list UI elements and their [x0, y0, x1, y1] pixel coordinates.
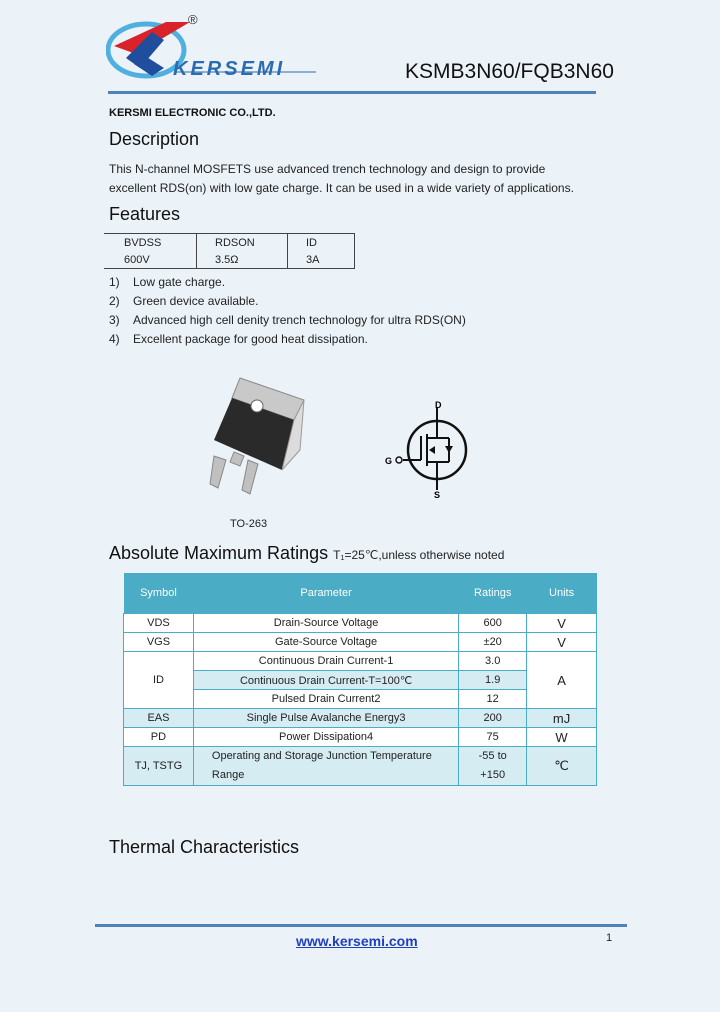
unit-cell: W — [527, 728, 597, 747]
unit-cell: V — [527, 614, 597, 633]
package-label: TO-263 — [230, 518, 268, 530]
to263-package-image — [200, 370, 315, 500]
table-row — [124, 728, 597, 747]
parameter-cell: Single Pulse Avalanche Energy3 — [193, 709, 458, 728]
features-table — [104, 233, 355, 269]
source-pin-label: S — [434, 490, 441, 500]
part-number: KSMB3N60/FQB3N60 — [405, 60, 614, 83]
table-row — [124, 633, 597, 652]
parameter-cell: Operating and Storage Junction Temperature Range — [193, 747, 458, 786]
company-name: KERSMI ELECTRONIC CO.,LTD. — [109, 107, 276, 119]
symbol-cell: VGS — [124, 633, 194, 652]
description-line-1: This N-channel MOSFETS use advanced trench technology and design to provide — [109, 162, 546, 176]
ratings-header-row — [124, 573, 597, 614]
table-row — [124, 747, 597, 786]
features-heading: Features — [109, 204, 181, 224]
parameter-cell: Pulsed Drain Current2 — [193, 690, 458, 709]
rating-cell: 75 — [459, 728, 527, 747]
features-value-cell: 600V — [104, 251, 197, 269]
features-table-value-row — [104, 251, 355, 269]
description-heading: Description — [109, 129, 200, 149]
brand-name: KERSEMI — [173, 58, 286, 80]
parameter-cell: Power Dissipation4 — [193, 728, 458, 747]
description-text — [109, 160, 579, 198]
symbol-cell: TJ, TSTG — [124, 747, 194, 786]
features-value-cell: 3A — [288, 251, 355, 269]
table-row — [124, 671, 597, 690]
drain-pin-label: D — [435, 400, 442, 410]
ratings-table — [123, 573, 597, 786]
unit-cell: V — [527, 633, 597, 652]
ratings-heading: Absolute Maximum Ratings T₁=25℃,unless otherwise noted — [109, 543, 505, 563]
rating-cell: 3.0 — [459, 652, 527, 671]
unit-cell: A — [527, 652, 597, 709]
column-header-symbol: Symbol — [124, 573, 194, 614]
table-row — [124, 690, 597, 709]
registered-mark: ® — [188, 12, 198, 27]
description-line-2: excellent RDS(on) with low gate charge. It can be used in a wide variety of applications. — [109, 181, 574, 195]
symbol-cell: VDS — [124, 614, 194, 633]
column-header-units: Units — [527, 573, 597, 614]
features-value-cell: 3.5Ω — [197, 251, 288, 269]
parameter-cell: Drain-Source Voltage — [193, 614, 458, 633]
column-header-parameter: Parameter — [193, 573, 458, 614]
rating-cell: ±20 — [459, 633, 527, 652]
list-item: 2) Green device available. — [109, 294, 259, 308]
website-link[interactable]: www.kersemi.com — [296, 933, 418, 949]
features-header-cell: BVDSS — [104, 234, 197, 252]
parameter-cell: Continuous Drain Current-1 — [193, 652, 458, 671]
ratings-condition: T₁=25℃,unless otherwise noted — [333, 548, 505, 562]
features-header-cell: RDSON — [197, 234, 288, 252]
mosfet-symbol-icon — [385, 398, 475, 500]
unit-cell: ℃ — [527, 747, 597, 786]
thermal-heading: Thermal Characteristics — [109, 837, 300, 857]
column-header-ratings: Ratings — [459, 573, 527, 614]
symbol-cell: PD — [124, 728, 194, 747]
rating-cell: 600 — [459, 614, 527, 633]
table-row — [124, 709, 597, 728]
parameter-cell: Gate-Source Voltage — [193, 633, 458, 652]
table-row — [124, 652, 597, 671]
symbol-cell: EAS — [124, 709, 194, 728]
features-list — [109, 273, 466, 349]
gate-pin-label: G — [385, 456, 393, 466]
list-item: 1) Low gate charge. — [109, 275, 226, 289]
rating-cell: -55 to +150 — [459, 747, 527, 786]
features-header-cell: ID — [288, 234, 355, 252]
footer-divider — [95, 924, 627, 927]
page-number: 1 — [606, 932, 613, 944]
header-divider — [108, 91, 596, 94]
list-item: 4) Excellent package for good heat dissipation. — [109, 332, 368, 346]
rating-cell: 1.9 — [459, 671, 527, 690]
rating-cell: 200 — [459, 709, 527, 728]
rating-cell: 12 — [459, 690, 527, 709]
features-table-header-row — [104, 234, 355, 252]
parameter-cell: Continuous Drain Current-T=100℃ — [193, 671, 458, 690]
table-row — [124, 614, 597, 633]
symbol-cell: ID — [124, 652, 194, 709]
unit-cell: mJ — [527, 709, 597, 728]
list-item: 3) Advanced high cell denity trench technology for ultra RDS(ON) — [109, 313, 466, 327]
